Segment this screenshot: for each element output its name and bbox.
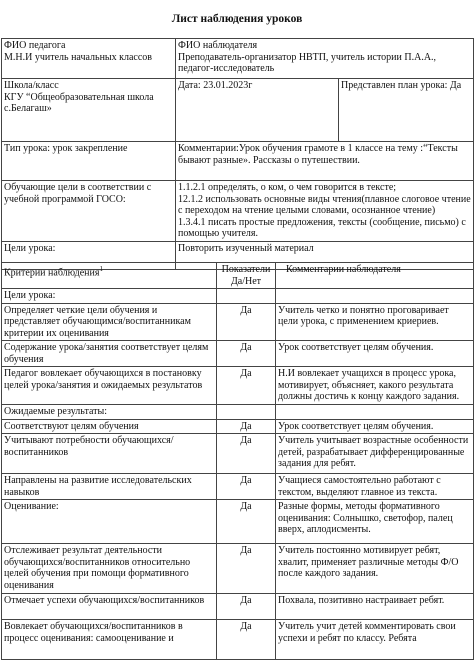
table-row	[2, 367, 474, 405]
table-header-row	[2, 263, 474, 289]
criterion-cell: Оценивание:	[2, 500, 217, 544]
comment-cell: Похвала, позитивно настраивает ребят.	[276, 594, 474, 620]
comment-cell: Комментарии:Урок обучения грамоте в 1 классе на тему :“Тексты бывают разные». Рассказы о путешествии.	[176, 142, 474, 181]
criterion-cell: Вовлекает обучающихся/воспитанников в процесс оценивания: самооценивание и	[2, 620, 217, 660]
table-row	[2, 434, 474, 474]
answer-cell	[217, 289, 276, 304]
header-table	[1, 38, 474, 270]
criterion-cell: Ожидаемые результаты:	[2, 405, 217, 420]
criterion-cell: Отслеживает результат деятельности обучающихся/воспитанников относительно целей обучения при помощи формативного оценивания	[2, 544, 217, 594]
criterion-cell: Содержание урока/занятия соответствует целям обучения	[2, 341, 217, 367]
comment-cell: Н.И вовлекает учащихся в процесс урока, мотивирует, объясняет, какого результата должны достичь к концу каждого задания.	[276, 367, 474, 405]
answer-cell: Да	[217, 594, 276, 620]
answer-cell: Да	[217, 474, 276, 500]
answer-cell: Да	[217, 341, 276, 367]
criterion-cell: Педагог вовлекает обучающихся в постановку целей урока/занятия и ожидаемых результатов	[2, 367, 217, 405]
comment-cell	[276, 405, 474, 420]
table-row	[2, 474, 474, 500]
comment-header: Комментарии наблюдателя	[276, 263, 474, 289]
criterion-cell: Определяет четкие цели обучения и представляет обучающимся/воспитанникам критерии их оценивания	[2, 303, 217, 341]
criterion-cell: Направлены на развитие исследовательских навыков	[2, 474, 217, 500]
goal-item: 12.1.2 использовать основные виды чтения(плавное слоговое чтение с переходом на чтение целыми словами, осознанное чтение)	[178, 193, 471, 216]
footnote-marker: 1	[99, 265, 103, 273]
table-row	[2, 405, 474, 420]
school-value: КГУ “Общеобразовательная школа с.Белагаш»	[4, 91, 154, 114]
goals-label-cell: Обучающие цели в соответствии с учебной программой ГОСО:	[2, 181, 176, 242]
teacher-cell	[2, 39, 176, 79]
answer-cell: Да	[217, 544, 276, 594]
criteria-header: Критерии наблюдения$^1$	[2, 263, 217, 289]
answer-cell: Да	[217, 434, 276, 474]
criterion-cell: Отмечает успехи обучающихся/воспитанников	[2, 594, 217, 620]
goal-item: 1.3.4.1 писать простые предложения, тексты (сообщение, письмо) с помощью учителя.	[178, 216, 466, 239]
observer-value: Преподаватель-организатор НВТП, учитель истории П.А.А., педагог-исследователь	[178, 51, 437, 74]
comment-cell: Урок соответствует целям обучения.	[276, 341, 474, 367]
comment-cell	[276, 289, 474, 304]
comment-cell: Учитель четко и понятно проговаривает цели урока, с применением криериев.	[276, 303, 474, 341]
date-cell: Дата: 23.01.2023г	[176, 79, 339, 142]
answer-cell: Да	[217, 303, 276, 341]
answer-cell: Да	[217, 419, 276, 434]
comment-cell: Учитель учитывает возрастные особенности детей, разрабатывает дифференцированные задания для ребят.	[276, 434, 474, 474]
observer-cell	[176, 39, 474, 79]
table-row	[2, 594, 474, 620]
comment-cell: Разные формы, методы формативного оценивания: Солнышко, светофор, палец вверх, аплодисменты.	[276, 500, 474, 544]
comment-cell: Урок соответствует целям обучения.	[276, 419, 474, 434]
table-row	[2, 303, 474, 341]
school-cell	[2, 79, 176, 142]
goal-item: 1.1.2.1 определять, о ком, о чем говорится в тексте;	[178, 182, 397, 193]
lesson-goals-label: Цели урока:	[2, 241, 176, 269]
table-row	[2, 544, 474, 594]
comment-cell: Учащиеся самостоятельно работают с текстом, выделяют главное из текста.	[276, 474, 474, 500]
answer-header: Показатели Да/Нет	[217, 263, 276, 289]
criterion-cell: Цели урока:	[2, 289, 217, 304]
lesson-type-cell: Тип урока: урок закрепление	[2, 142, 176, 181]
table-row	[2, 419, 474, 434]
answer-cell	[217, 405, 276, 420]
answer-cell: Да	[217, 500, 276, 544]
comment-cell: Учитель постоянно мотивирует ребят, хвалит, применяет различные методы Ф/О после каждого задания.	[276, 544, 474, 594]
answer-cell: Да	[217, 620, 276, 660]
table-row	[2, 341, 474, 367]
table-row	[2, 620, 474, 660]
criterion-cell: Учитывают потребности обучающихся/воспитанников	[2, 434, 217, 474]
page-title: Лист наблюдения уроков	[171, 13, 303, 25]
plan-cell: Представлен план урока: Да	[339, 79, 474, 142]
school-label: Школа/класс	[4, 80, 59, 91]
table-row	[2, 289, 474, 304]
comment-cell: Учитель учит детей комментировать свои успехи и ребят по классу. Ребята	[276, 620, 474, 660]
observer-label: ФИО наблюдателя	[178, 40, 258, 51]
teacher-value: М.Н.И учитель начальных классов	[4, 51, 153, 63]
teacher-label: ФИО педагога	[4, 40, 66, 51]
table-row	[2, 500, 474, 544]
answer-cell: Да	[217, 367, 276, 405]
lesson-goals-value: Повторить изученный материал	[176, 241, 474, 269]
goals-cell	[176, 181, 474, 242]
criterion-cell: Соответствуют целям обучения	[2, 419, 217, 434]
criteria-table	[1, 262, 474, 660]
